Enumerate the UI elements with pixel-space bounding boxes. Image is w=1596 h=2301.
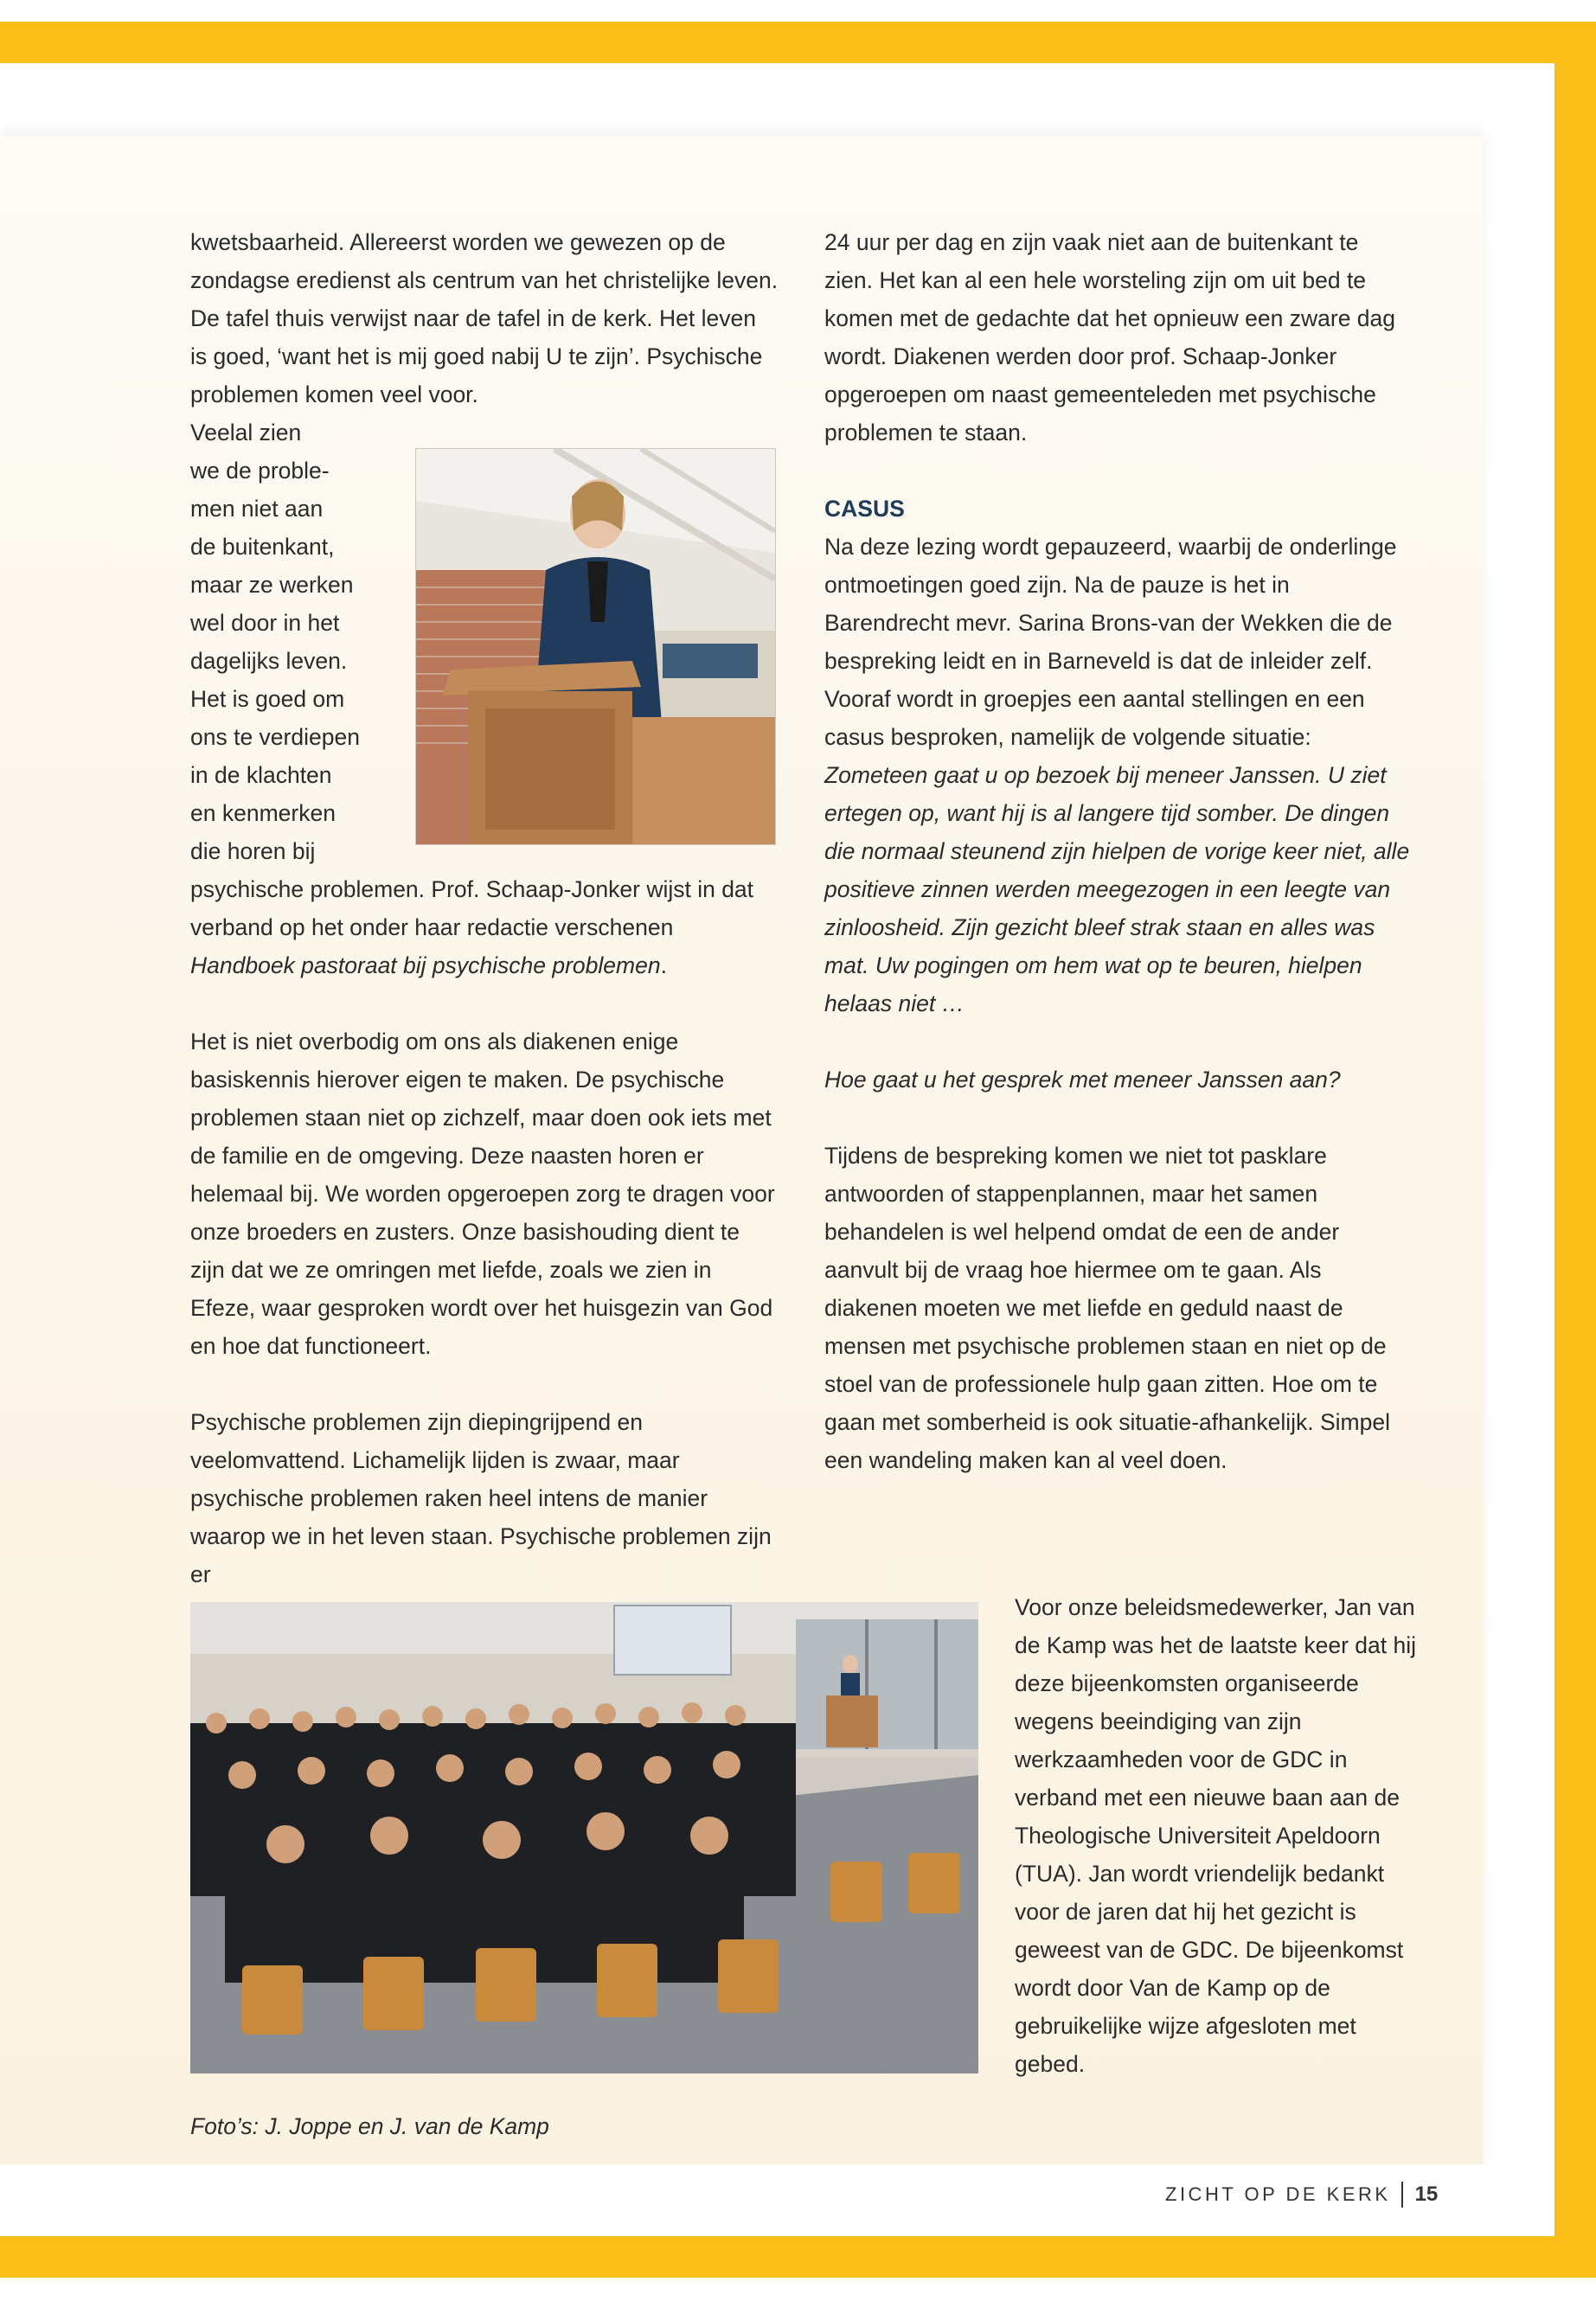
page-number: 15 bbox=[1414, 2182, 1439, 2206]
tail-end: . bbox=[660, 952, 667, 978]
audience-photo bbox=[190, 1602, 978, 2073]
wrap-line: dagelijks leven. bbox=[190, 648, 348, 674]
wrap-line: in de klachten bbox=[190, 762, 332, 788]
photo-credit: Foto’s: J. Joppe en J. van de Kamp bbox=[190, 2113, 549, 2139]
wrap-line: ons te verdiepen bbox=[190, 724, 360, 750]
wrap-line: Het is goed om bbox=[190, 686, 345, 712]
right-paragraph-2: Na deze lezing wordt gepauzeerd, waarbij de onderlinge ontmoetingen goed zijn. Na de pauze is het in Barendrecht mevr. Sarina Brons-van der Wekken die de bespreking leidt en in Barneveld is dat de inleider zelf. Vooraf wordt in groepjes een aantal stellingen en een casus besproken, namelijk de volgende situatie: bbox=[824, 534, 1397, 750]
left-column bbox=[190, 223, 779, 1593]
tail-text: psychische problemen. Prof. Schaap-Jonker wijst in dat verband op het onder haar redactie verschenen bbox=[190, 876, 754, 940]
wrap-line: die horen bij bbox=[190, 838, 316, 864]
case-text bbox=[824, 756, 1413, 1022]
right-paragraph-1: 24 uur per dag en zijn vaak niet aan de buitenkant te zien. Het kan al een hele worsteling zijn om uit bed te komen met de gedachte dat het opnieuw een zware dag wordt. Diakenen werden door prof. Schaap-Jonker opgeroepen om naast gemeenteleden met psychische problemen te staan. bbox=[824, 229, 1396, 445]
left-paragraph-3: Psychische problemen zijn diepingrijpend en veelomvattend. Lichamelijk lijden is zwaar, maar psychische problemen raken heel intens de manier waarop we in het leven staan. Psychische problemen zijn er bbox=[190, 1409, 772, 1587]
right-paragraph-3: Tijdens de bespreking komen we niet tot pasklare antwoorden of stappenplannen, maar het samen behandelen is wel helpend omdat de een de ander aanvult bij de vraag hoe hiermee om te gaan. Als diakenen moeten we met liefde en geduld naast de mensen met psychische problemen staan en niet op de stoel van de professionele hulp gaan zitten. Hoe om te gaan met somberheid is ook situatie-afhankelijk. Simpel een wandeling maken kan al veel doen. bbox=[824, 1143, 1390, 1473]
left-paragraph-1-intro: kwetsbaarheid. Allereerst worden we gewezen op de zondagse eredienst als centrum van het christelijke leven. De tafel thuis verwijst naar de tafel in de kerk. Het leven is goed, ‘want het is mij goed nabij U te zijn’. Psychische problemen komen veel voor. bbox=[190, 229, 779, 407]
magazine-name: ZICHT OP DE KERK bbox=[1165, 2183, 1391, 2205]
bottom-border-bar bbox=[0, 2236, 1596, 2278]
wrap-line: Veelal zien bbox=[190, 420, 302, 445]
left-paragraph-2: Het is niet overbodig om ons als diakenen enige basiskennis hierover eigen te maken. De psychische problemen staan niet op zichzelf, maar doen ook iets met de familie en de omgeving. Deze naasten horen er helemaal bij. We worden opgeroepen zorg te dragen voor onze broeders en zusters. Onze basishouding dient te zijn dat we ze omringen met liefde, zoals we zien in Efeze, waar gesproken wordt over het huisgezin van God en hoe dat functioneert. bbox=[190, 1029, 775, 1359]
case-text-italic: Zometeen gaat u op bezoek bij meneer Janssen. U ziet ertegen op, want hij is al langere tijd somber. De dingen die normaal steunend zijn hielpen de vorige keer niet, alle positieve zinnen werden meegezogen in een leegte van zinloosheid. Zijn gezicht bleef strak staan en alles was mat. Uw pogingen om hem wat op te beuren, hielpen helaas niet … bbox=[824, 762, 1410, 1016]
wrap-line: men niet aan bbox=[190, 496, 324, 522]
left-paragraph-1-wrapped-lines bbox=[190, 413, 394, 870]
top-border-bar bbox=[0, 22, 1596, 63]
closing-paragraph-column bbox=[1015, 1588, 1421, 2083]
left-paragraph-1-tail bbox=[190, 870, 779, 984]
wrap-line: we de proble- bbox=[190, 458, 330, 484]
casus-heading: CASUS bbox=[824, 496, 905, 522]
right-border-bar bbox=[1554, 22, 1596, 2245]
wrap-line: wel door in het bbox=[190, 610, 340, 636]
closing-paragraph: Voor onze beleidsmedewerker, Jan van de Kamp was het de laatste keer dat hij deze bijeenkomsten organiseerde wegens beeindiging van zijn werkzaamheden voor de GDC in verband met een nieuwe baan aan de Theologische Universiteit Apeldoorn (TUA). Jan wordt vriendelijk bedankt voor de jaren dat hij het gezicht is geweest van de GDC. De bijeenkomst wordt door Van de Kamp op de gebruikelijke wijze afgesloten met gebed. bbox=[1015, 1594, 1417, 2077]
right-column bbox=[824, 223, 1413, 1479]
book-title: Handboek pastoraat bij psychische problemen bbox=[190, 952, 661, 978]
footer-separator bbox=[1401, 2182, 1403, 2208]
wrap-line: de buitenkant, bbox=[190, 534, 335, 560]
case-question bbox=[824, 1061, 1413, 1099]
page-footer bbox=[1165, 2182, 1438, 2208]
wrap-line: maar ze werken bbox=[190, 572, 354, 598]
case-question-italic: Hoe gaat u het gesprek met meneer Janssen aan? bbox=[824, 1067, 1341, 1093]
speaker-photo bbox=[415, 448, 776, 845]
wrap-line: en kenmerken bbox=[190, 800, 336, 826]
